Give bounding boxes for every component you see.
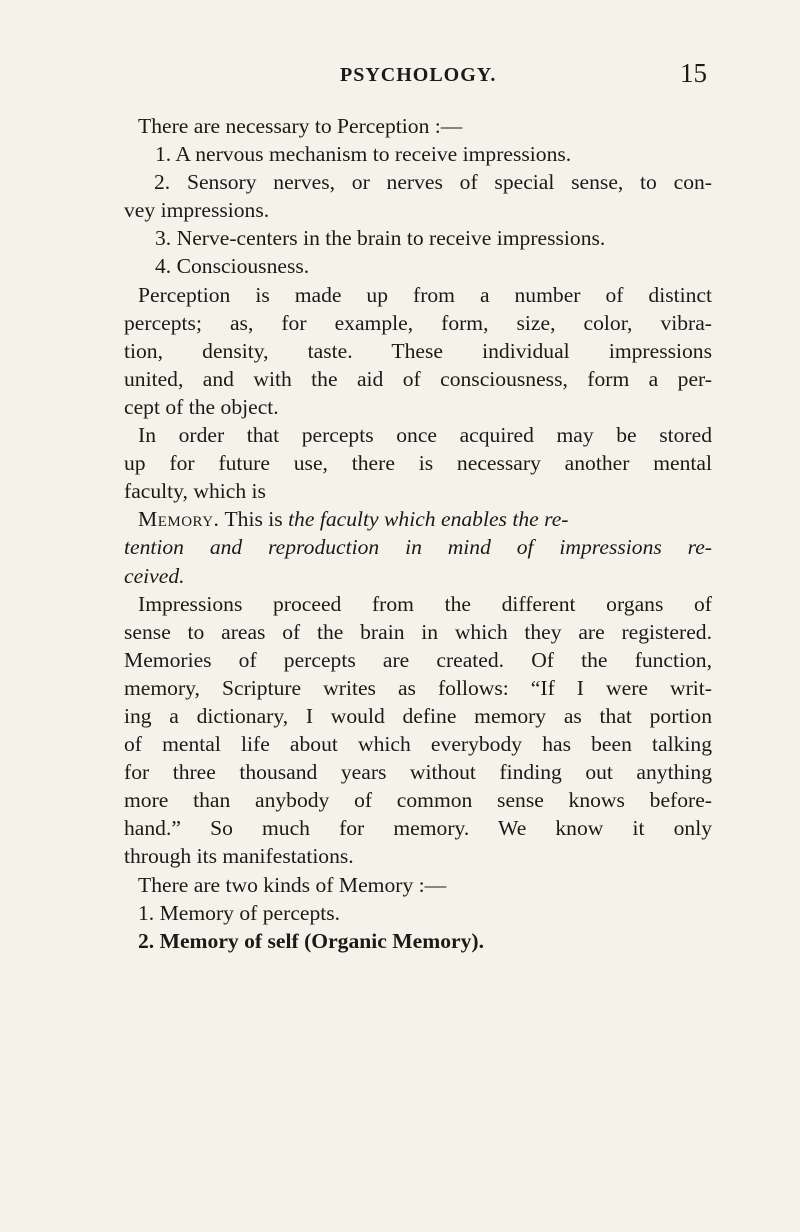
text-line: sense to areas of the brain in which they are registered.: [124, 619, 712, 644]
text-run: This is: [219, 507, 289, 532]
list-item: 1. Memory of percepts.: [138, 900, 341, 925]
text-line: ing a dictionary, I would define memory as that portion: [124, 703, 712, 728]
text-line: Memories of percepts are created. Of the function,: [124, 647, 712, 672]
list-item: 2. Sensory nerves, or nerves of special sense, to con-: [154, 170, 712, 195]
text-line: Perception is made up from a number of distinct: [138, 282, 712, 307]
text-line: united, and with the aid of consciousness, form a per-: [124, 366, 712, 391]
text-line: for three thousand years without finding out anything: [124, 760, 712, 785]
definition-text: tention and reproduction in mind of impressions re-: [124, 535, 712, 560]
text-line: Impressions proceed from the different organs of: [138, 591, 712, 616]
text-line: There are two kinds of Memory :—: [138, 872, 447, 897]
running-title: PSYCHOLOGY.: [340, 64, 497, 86]
list-item: 3. Nerve-centers in the brain to receive impressions.: [155, 226, 606, 251]
text-line: There are necessary to Perception :—: [138, 114, 463, 138]
text-line: of mental life about which everybody has been talking: [124, 732, 712, 757]
definition-text: ceived.: [124, 563, 185, 588]
list-item: 2. Memory of self (Organic Memory).: [138, 928, 484, 953]
text-line: through its manifestations.: [124, 844, 354, 869]
text-line: tion, density, taste. These individual impressions: [124, 338, 712, 363]
text-line: hand.” So much for memory. We know it only: [124, 816, 712, 841]
text-line: vey impressions.: [124, 198, 270, 223]
memory-definition-line: [124, 505, 712, 533]
memory-term: Memory.: [138, 507, 220, 532]
text-line: percepts; as, for example, form, size, color, vibra-: [124, 310, 712, 335]
body-text: [124, 112, 712, 955]
text-line: more than anybody of common sense knows before-: [124, 788, 712, 813]
list-item: 1. A nervous mechanism to receive impressions.: [155, 142, 572, 167]
text-line: memory, Scripture writes as follows: “If I were writ-: [124, 675, 712, 700]
text-line: faculty, which is: [124, 479, 266, 504]
page-number: 15: [680, 58, 707, 88]
list-item: 4. Consciousness.: [155, 254, 310, 279]
running-head: [0, 56, 800, 96]
text-line: cept of the object.: [124, 394, 279, 419]
text-line: In order that percepts once acquired may be stored: [138, 423, 712, 448]
text-line: up for future use, there is necessary another mental: [124, 451, 712, 476]
definition-text: the faculty which enables the re-: [288, 507, 569, 532]
